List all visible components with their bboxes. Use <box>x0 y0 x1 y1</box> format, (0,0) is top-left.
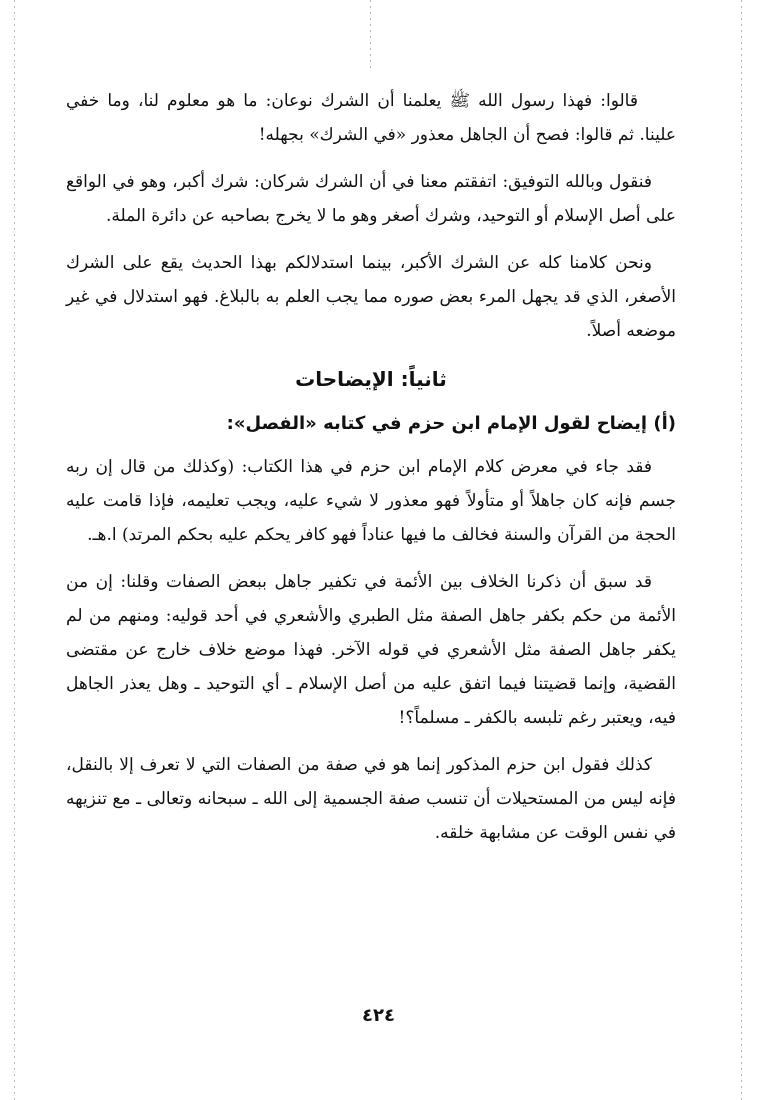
paragraph: ونحن كلامنا كله عن الشرك الأكبر، بينما استدلالكم بهذا الحديث يقع على الشرك الأصغر، الذي قد يجهل المرء بعض صوره مما يجب العلم به بالبلاغ. فهو استدلال في غير موضعه أصلاً. <box>66 253 676 341</box>
section-title: ثانياً: الإيضاحات <box>295 367 447 391</box>
subsection-title: (أ) إيضاح لقول الإمام ابن حزم في كتابه «الفصل»: <box>226 413 676 434</box>
paragraph: فنقول وبالله التوفيق: اتفقتم معنا في أن الشرك شركان: شرك أكبر، وهو في الواقع على أصل الإسلام أو التوحيد، وشرك أصغر وهو ما لا يخرج بصاحبه عن دائرة الملة. <box>66 172 676 226</box>
page-body <box>66 84 676 863</box>
page-number: ٤٢٤ <box>362 1005 395 1026</box>
paragraph: كذلك فقول ابن حزم المذكور إنما هو في صفة من الصفات التي لا تعرف إلا بالنقل، فإنه ليس من المستحيلات أن تنسب صفة الجسمية إلى الله ـ سبحانه وتعالى ـ مع تنزيهه في نفس الوقت عن مشابهة خلقه. <box>66 755 676 843</box>
paragraph: قد سبق أن ذكرنا الخلاف بين الأئمة في تكفير جاهل ببعض الصفات وقلنا: إن من الأئمة من حكم بكفر جاهل الصفة مثل الطبري والأشعري في أحد قوليه: ومنهم من لم يكفر جاهل الصفة مثل الأشعري في قوله الآخر. فهذا موضع خلاف خارج عن مقتضى القضية، وإنما قضيتنا فيما اتفق عليه من أصل الإسلام ـ أي التوحيد ـ وهل يعذر الجاهل فيه، ويعتبر رغم تلبسه بالكفر ـ مسلماً؟! <box>66 572 676 728</box>
scan-edge-left <box>14 0 15 1100</box>
paragraph: قالوا: فهذا رسول الله ﷺ يعلمنا أن الشرك نوعان: ما هو معلوم لنا، وما خفي علينا. ثم قالوا: فصح أن الجاهل معذور «في الشرك» بجهله! <box>66 91 676 145</box>
paragraph: فقد جاء في معرض كلام الإمام ابن حزم في هذا الكتاب: (وكذلك من قال إن ربه جسم فإنه كان جاهلاً أو متأولاً فهو معذور لا شيء عليه، ويجب تعليمه، فإذا قامت عليه الحجة من القرآن والسنة فخالف ما فيها عناداً فهو كافر يحكم عليه بحكم المرتد) ا.هـ. <box>66 457 676 545</box>
scan-edge-right <box>741 0 742 1100</box>
scan-edge-top <box>370 0 371 70</box>
